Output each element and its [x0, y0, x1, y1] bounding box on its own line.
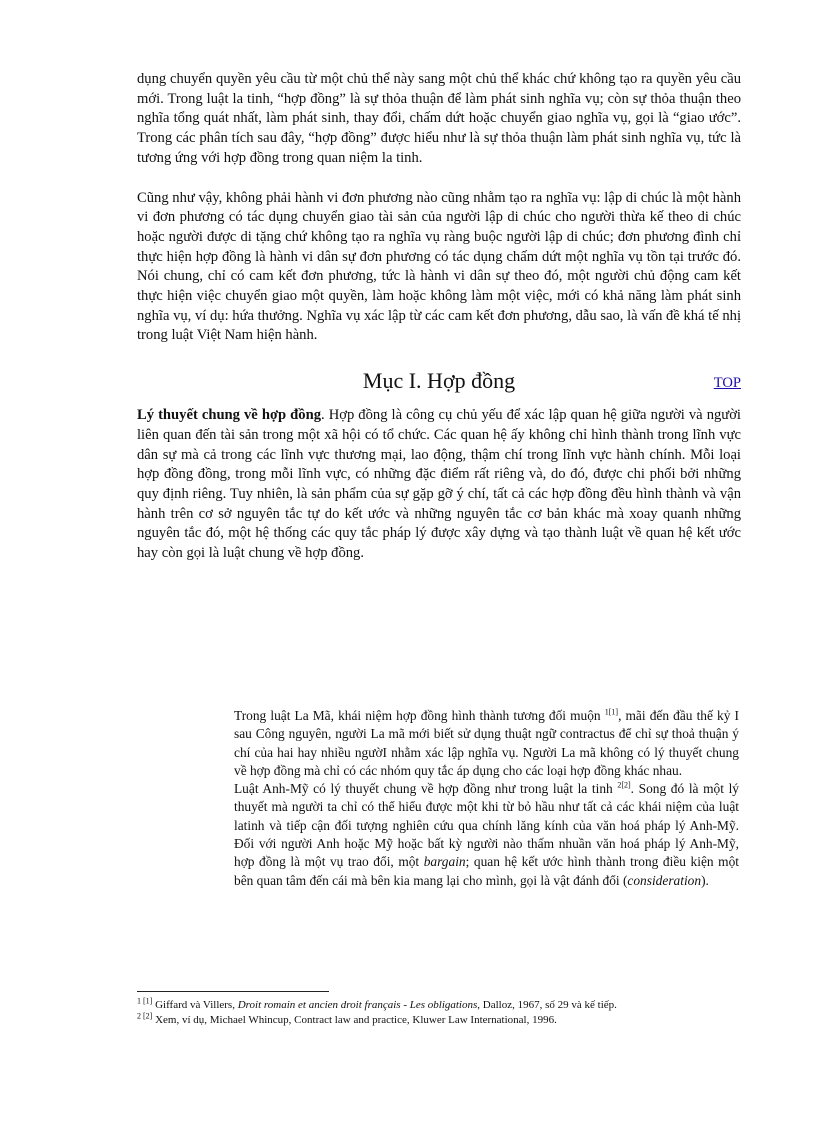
- section-text: . Hợp đồng là công cụ chủ yếu để xác lập quan hệ giữa người và người liên quan đến tài sản trong một xã hội có tổ chức. Các quan hệ ấy không chỉ hình thành trong lĩnh vực dân sự mà cả trong các lĩnh vực thương mại, lao động, thậm chí trong lĩnh vực hành chính. Mỗi loại hợp đồng đồng, trong mỗi lĩnh vực, có những đặc điểm rất riêng và, do đó, được chi phối bởi những quy định riêng. Tuy nhiên, là sản phẩm của sự gặp gỡ ý chí, tất cả các hợp đồng đều hình thành và vận hành trên cơ sở nguyên tắc tự do kết ước và những nguyên tắc cơ bản khác mà xoay quanh những nguyên tắc đó, một hệ thống các quy tắc pháp lý được xây dựng và tạo thành luật về quan hệ kết ước hay còn gọi là luật chung về hợp đồng.: [137, 407, 741, 562]
- section-lead: Lý thuyết chung về hợp đồng: [137, 407, 322, 424]
- footnote-text: , Dalloz, 1967, số 29 và kế tiếp.: [477, 999, 617, 1011]
- quote-text: ).: [701, 872, 709, 888]
- footnote-divider: [137, 991, 329, 992]
- section-heading-row: [137, 368, 741, 406]
- footnotes: [137, 998, 741, 1028]
- footnote-title: Droit romain et ancien droit français - Les obligations: [237, 999, 478, 1011]
- quote-text: , mãi đến đầu thế kỷ I sau Công nguyên, người La mã mới biết sử dụng thuật ngữ contractus để chỉ sự thoả thuận ý chí của hai hay nhiều ngườI nhằm xác lập nghĩa vụ. Người La mã không có lý thuyết chung về hợp đồng mà chỉ có các nhóm quy tắc áp dụng cho các loại hợp đồng khác nhau.: [234, 708, 740, 778]
- footnote-2: [137, 1013, 741, 1028]
- document-page: [137, 70, 741, 564]
- footnote-ref-2[interactable]: 2[2]: [617, 780, 631, 790]
- footnote-number: 1 [1]: [137, 996, 153, 1006]
- footnote-1: [137, 998, 741, 1013]
- quote-text: Trong luật La Mã, khái niệm hợp đồng hình thành tương đối muộn: [234, 708, 605, 723]
- footnote-number: 2 [2]: [137, 1011, 153, 1021]
- body-paragraph-1: dụng chuyển quyền yêu cầu từ một chủ thể này sang một chủ thể khác chứ không tạo ra quyền yêu cầu mới. Trong luật la tinh, “hợp đồng” là sự thỏa thuận để làm phát sinh nghĩa vụ; còn sự thỏa thuận theo nghĩa tổng quát nhất, làm phát sinh, thay đổi, chấm dứt hoặc chuyển giao nghĩa vụ, gọi là “giao ước”. Trong các phân tích sau đây, “hợp đồng” được hiểu như là sự thỏa thuận làm phát sinh nghĩa vụ, tức là tương ứng với hợp đồng trong quan niệm la tinh.: [137, 71, 741, 166]
- section-paragraph: [137, 406, 741, 564]
- quote-paragraph-2: [234, 780, 739, 890]
- quote-text: Luật Anh-Mỹ có lý thuyết chung về hợp đồng như trong luật la tinh: [234, 781, 618, 797]
- footnote-ref-1[interactable]: 1[1]: [604, 707, 619, 717]
- quote-emphasis: bargain: [423, 854, 466, 870]
- quote-text: . Song đó là một lý thuyết mà người ta chỉ có thể hiểu được một khi từ bỏ hầu như tất cả các khái niệm của luật latinh và tiếp cận đối tượng nghiên cứu qua chính lăng kính của văn hoá pháp lý Anh-Mỹ. Đối với người Anh hoặc Mỹ hoặc bất kỳ người nào thấm nhuần văn hoá pháp lý Anh-Mỹ, hợp đồng là một vụ trao đổi, một: [234, 781, 739, 870]
- section-heading: Mục I. Hợp đồng: [362, 368, 516, 394]
- quote-emphasis: consideration: [627, 872, 702, 888]
- footnote-text: Giffard và Villers,: [152, 999, 238, 1011]
- indented-quote: [234, 707, 739, 890]
- quote-text: ; quan hệ kết ước hình thành trong điều kiện một bên quan tâm đến cái mà bên kia mang lại cho mình, gọi là vật đánh đổi (: [234, 854, 739, 888]
- body-paragraph-2: Cũng như vậy, không phải hành vi đơn phương nào cũng nhằm tạo ra nghĩa vụ: lập di chúc là một hành vi đơn phương có tác dụng chuyển giao tài sản của người lập di chúc cho người thừa kế theo di chúc hoặc người được di tặng chứ không tạo ra nghĩa vụ ràng buộc người lập di chúc; đơn phương đình chỉ thực hiện hợp đồng là hành vi dân sự đơn phương có tác dụng chấm dứt một nghĩa vụ tồn tại trước đó. Nói chung, chỉ có cam kết đơn phương, tức là hành vi dân sự theo đó, một người chủ động cam kết thực hiện việc chuyển giao một quyền, làm hoặc không làm một việc, mới có khả năng làm phát sinh nghĩa vụ, ví dụ: hứa thưởng. Nghĩa vụ xác lập từ các cam kết đơn phương, dẫu sao, là vấn đề khá tế nhị trong luật Việt Nam hiện hành.: [137, 189, 741, 344]
- footnote-text: Xem, ví dụ, Michael Whincup, Contract law and practice, Kluwer Law International, 1996.: [152, 1014, 557, 1026]
- quote-paragraph-1: [234, 707, 739, 780]
- top-link[interactable]: TOP: [713, 375, 741, 392]
